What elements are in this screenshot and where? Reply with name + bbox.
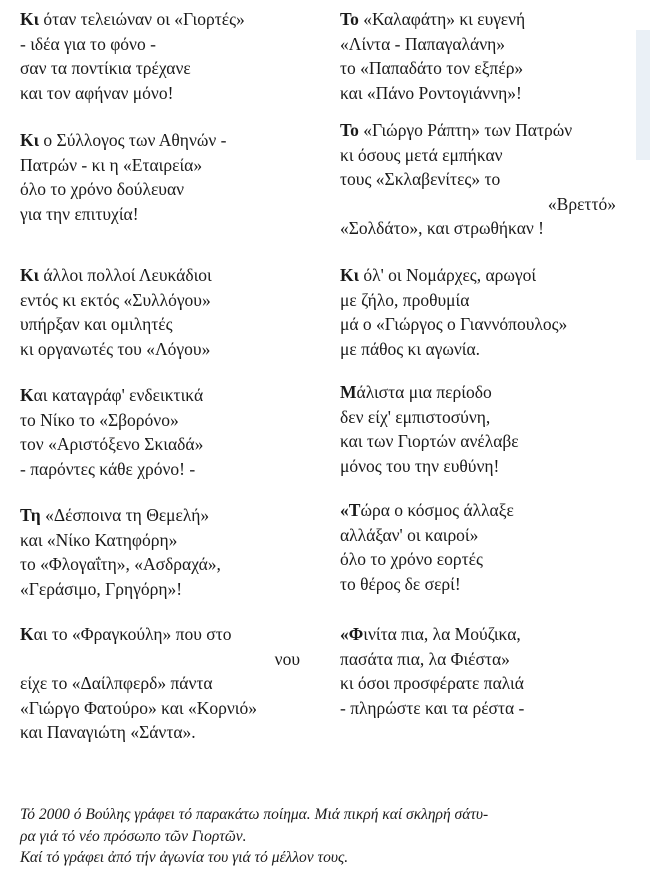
stanza-right-3 xyxy=(340,263,630,361)
verse-line: Κι όταν τελειώναν οι «Γιορτές» xyxy=(20,9,245,29)
verse-line: σαν τα ποντίκια τρέχανε xyxy=(20,58,191,78)
verse-line-continuation: «Βρεττό» xyxy=(547,193,616,214)
verse-line: και των Γιορτών ανέλαβε xyxy=(340,431,519,451)
verse-line: εντός κι εκτός «Συλλόγου» xyxy=(20,289,211,310)
verse-line: πασάτα πια, λα Φιέστα» xyxy=(340,648,510,669)
verse-initial: «Φ xyxy=(340,624,364,644)
verse-line: Πατρών - κι η «Εταιρεία» xyxy=(20,154,203,175)
verse-line: και «Πάνο Ροντογιάννη»! xyxy=(340,82,522,103)
stanza-right-6 xyxy=(340,622,630,720)
verse-line: Και καταγράφ' ενδεικτικά xyxy=(20,385,204,405)
verse-line: - παρόντες κάθε χρόνο! - xyxy=(20,458,196,479)
verse-initial: Το xyxy=(340,9,359,29)
stanza-right-4 xyxy=(340,380,630,478)
note-line: Τό 2000 ό Βούλης γράφει τό παρακάτω ποίημα. Μιά πικρή καί σκληρή σάτυ- xyxy=(20,806,489,823)
verse-initial: Κι xyxy=(20,265,40,285)
stanza-left-1 xyxy=(20,7,320,105)
verse-line: κι οργανωτές του «Λόγου» xyxy=(20,338,211,359)
stanza-right-2 xyxy=(340,118,630,241)
verse-initial: Κ xyxy=(20,624,34,644)
stanza-left-4 xyxy=(20,383,320,481)
verse-line: - ιδέα για το φόνο - xyxy=(20,33,156,54)
verse-line: «Τώρα ο κόσμος άλλαξε xyxy=(340,500,514,520)
verse-line: Μάλιστα μια περίοδο xyxy=(340,382,492,402)
verse-line: τους «Σκλαβενίτες» το xyxy=(340,169,501,189)
verse-line: Κι όλ' οι Νομάρχες, αρωγοί xyxy=(340,265,537,285)
verse-line: το Νίκο το «Σβορόνο» xyxy=(20,409,179,430)
verse-initial: Κι xyxy=(20,130,40,150)
verse-line: Το «Καλαφάτη» κι ευγενή xyxy=(340,9,526,29)
editorial-note xyxy=(20,804,630,869)
verse-line: κι όσοι προσφέρατε παλιά xyxy=(340,673,524,693)
page-edge-shade xyxy=(636,30,650,160)
verse-line: το «Φλογαΐτη», «Ασδραχά», xyxy=(20,554,221,574)
stanza-left-6 xyxy=(20,622,320,745)
verse-line: «Φινίτα πια, λα Μούζικα, xyxy=(340,624,521,644)
verse-line: με πάθος κι αγωνία. xyxy=(340,338,481,359)
verse-line: Τη «Δέσποινα τη Θεμελή» xyxy=(20,505,210,525)
verse-line: το θέρος δε σερί! xyxy=(340,573,461,594)
verse-line: Και το «Φραγκούλη» που στο xyxy=(20,624,232,644)
verse-line: Κι ο Σύλλογος των Αθηνών - xyxy=(20,130,227,150)
stanza-right-5 xyxy=(340,498,630,596)
verse-line: μά ο «Γιώργος ο Γιαννόπουλος» xyxy=(340,314,568,334)
verse-line: με ζήλο, προθυμία xyxy=(340,289,470,310)
verse-line: μόνος του την ευθύνη! xyxy=(340,455,500,476)
stanza-right-1 xyxy=(340,7,630,105)
verse-initial: «Τ xyxy=(340,500,361,520)
verse-line: για την επιτυχία! xyxy=(20,203,139,224)
note-line: Καί τό γράφει ἀπό τήν ἀγωνία του γιά τό μέλλον τους. xyxy=(20,849,349,866)
verse-line: «Γεράσιμο, Γρηγόρη»! xyxy=(20,578,183,599)
verse-line-continuation: νου xyxy=(274,648,300,669)
verse-initial: Μ xyxy=(340,382,357,402)
verse-initial: Κι xyxy=(20,9,40,29)
verse-initial: Τη xyxy=(20,505,41,525)
verse-line: Το «Γιώργο Ράπτη» των Πατρών xyxy=(340,120,573,140)
verse-line: και τον αφήναν μόνο! xyxy=(20,82,174,103)
verse-line: και Παναγιώτη «Σάντα». xyxy=(20,722,196,742)
verse-line: είχε το «Δαίλπφερδ» πάντα xyxy=(20,673,213,693)
verse-line: τον «Αριστόξενο Σκιαδά» xyxy=(20,434,204,454)
verse-line: - πληρώστε και τα ρέστα - xyxy=(340,697,525,718)
verse-line: υπήρξαν και ομιλητές xyxy=(20,314,173,334)
verse-line: δεν είχ' εμπιστοσύνη, xyxy=(340,406,491,427)
stanza-left-2 xyxy=(20,128,320,226)
verse-initial: Κι xyxy=(340,265,360,285)
stanza-left-5 xyxy=(20,503,320,601)
stanza-left-3 xyxy=(20,263,320,361)
verse-line: «Λίντα - Παπαγαλάνη» xyxy=(340,33,506,54)
verse-initial: Κ xyxy=(20,385,34,405)
verse-line: αλλάξαν' οι καιροί» xyxy=(340,524,479,545)
verse-line: όλο το χρόνο εορτές xyxy=(340,549,483,569)
verse-line: όλο το χρόνο δούλευαν xyxy=(20,179,185,199)
verse-initial: Το xyxy=(340,120,359,140)
verse-line: «Σολδάτο», και στρωθήκαν ! xyxy=(340,218,544,238)
verse-line: το «Παπαδάτο τον εξπέρ» xyxy=(340,58,524,78)
verse-line: και «Νίκο Κατηφόρη» xyxy=(20,529,178,550)
verse-line: Κι άλλοι πολλοί Λευκάδιοι xyxy=(20,265,212,285)
verse-line: κι όσους μετά εμπήκαν xyxy=(340,144,503,165)
note-line: ρα γιά τό νέο πρόσωπο τῶν Γιορτῶν. xyxy=(20,827,247,845)
verse-line: «Γιώργο Φατούρο» και «Κορνιό» xyxy=(20,697,257,718)
